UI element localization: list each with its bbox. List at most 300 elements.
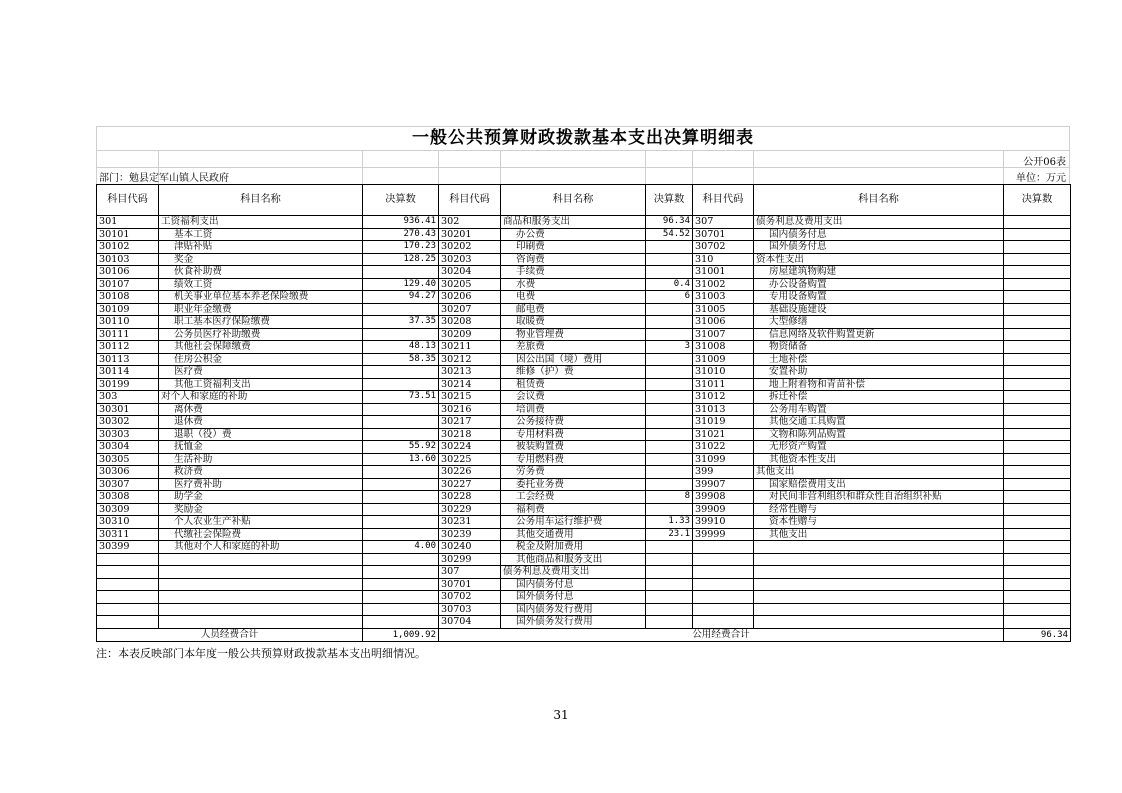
cell-name: 生活补助 <box>159 453 363 466</box>
personnel-total-value: 1,009.92 <box>363 628 439 641</box>
cell-value <box>363 553 439 566</box>
cell-value <box>1004 303 1071 316</box>
cell-name: 奖励金 <box>159 503 363 516</box>
cell-value <box>1004 491 1071 504</box>
cell-value <box>1004 516 1071 529</box>
cell-value <box>646 303 693 316</box>
cell-value <box>1004 441 1071 454</box>
cell-value: 4.00 <box>363 541 439 554</box>
cell-code: 30206 <box>439 291 501 304</box>
table-row <box>97 391 1071 404</box>
cell-name: 其他工资福利支出 <box>159 378 363 391</box>
table-row <box>97 541 1071 554</box>
cell-code <box>97 616 159 629</box>
cell-name: 退休费 <box>159 416 363 429</box>
gridline <box>96 150 1070 151</box>
cell-name: 因公出国（境）费用 <box>501 353 646 366</box>
cell-value <box>646 241 693 254</box>
column-header: 科目代码 <box>439 185 501 216</box>
cell-value <box>363 503 439 516</box>
cell-code: 31022 <box>693 441 754 454</box>
cell-code: 30310 <box>97 516 159 529</box>
cell-code: 30239 <box>439 528 501 541</box>
cell-value <box>1004 353 1071 366</box>
column-header: 决算数 <box>363 185 439 216</box>
cell-name: 其他商品和服务支出 <box>501 553 646 566</box>
cell-name: 印刷费 <box>501 241 646 254</box>
cell-name: 物业管理费 <box>501 328 646 341</box>
cell-code: 31013 <box>693 403 754 416</box>
column-header: 科目名称 <box>754 185 1004 216</box>
cell-code: 30102 <box>97 241 159 254</box>
cell-name: 被装购置费 <box>501 441 646 454</box>
cell-code <box>693 553 754 566</box>
public-total-value: 96.34 <box>1004 628 1071 641</box>
cell-name: 租赁费 <box>501 378 646 391</box>
cell-value <box>646 466 693 479</box>
cell-code: 30701 <box>439 578 501 591</box>
cell-value: 37.35 <box>363 316 439 329</box>
cell-value <box>646 366 693 379</box>
table-row <box>97 478 1071 491</box>
cell-name: 其他社会保障缴费 <box>159 341 363 354</box>
department-label: 部门：勉县定军山镇人民政府 <box>99 173 229 184</box>
cell-code: 31010 <box>693 366 754 379</box>
cell-name: 信息网络及软件购置更新 <box>754 328 1004 341</box>
cell-name: 公务接待费 <box>501 416 646 429</box>
table-row <box>97 228 1071 241</box>
cell-value <box>1004 403 1071 416</box>
cell-name: 基本工资 <box>159 228 363 241</box>
cell-value <box>1004 578 1071 591</box>
cell-name: 其他支出 <box>754 466 1004 479</box>
cell-code: 30301 <box>97 403 159 416</box>
cell-name: 培训费 <box>501 403 646 416</box>
cell-code: 303 <box>97 391 159 404</box>
cell-value <box>363 428 439 441</box>
cell-code: 30309 <box>97 503 159 516</box>
cell-value <box>1004 453 1071 466</box>
cell-code: 399 <box>693 466 754 479</box>
cell-value <box>1004 616 1071 629</box>
cell-name: 医疗费 <box>159 366 363 379</box>
cell-code: 31005 <box>693 303 754 316</box>
table-row <box>97 241 1071 254</box>
cell-name: 助学金 <box>159 491 363 504</box>
cell-code: 30224 <box>439 441 501 454</box>
cell-value <box>363 466 439 479</box>
table-row <box>97 466 1071 479</box>
column-header: 决算数 <box>646 185 693 216</box>
cell-name: 津贴补贴 <box>159 241 363 254</box>
cell-value: 270.43 <box>363 228 439 241</box>
cell-name <box>159 591 363 604</box>
cell-code: 30308 <box>97 491 159 504</box>
cell-code: 30202 <box>439 241 501 254</box>
cell-value: 3 <box>646 341 693 354</box>
cell-value <box>1004 266 1071 279</box>
cell-code: 39910 <box>693 516 754 529</box>
gridline <box>96 167 1070 168</box>
cell-code: 310 <box>693 253 754 266</box>
cell-value <box>1004 566 1071 579</box>
cell-name: 抚恤金 <box>159 441 363 454</box>
cell-code: 30305 <box>97 453 159 466</box>
cell-code: 31009 <box>693 353 754 366</box>
cell-value <box>1004 528 1071 541</box>
report-title: 一般公共预算财政拨款基本支出决算明细表 <box>412 128 754 148</box>
cell-code <box>693 578 754 591</box>
cell-code: 31011 <box>693 378 754 391</box>
cell-code: 30112 <box>97 341 159 354</box>
cell-value <box>646 428 693 441</box>
cell-value <box>1004 228 1071 241</box>
cell-value <box>363 266 439 279</box>
cell-name: 国外债务发行费用 <box>501 616 646 629</box>
cell-value: 6 <box>646 291 693 304</box>
cell-code: 302 <box>439 216 501 229</box>
totals-row <box>97 628 1071 641</box>
cell-code: 30704 <box>439 616 501 629</box>
gridline <box>645 150 646 184</box>
cell-name: 办公费 <box>501 228 646 241</box>
cell-code <box>693 616 754 629</box>
cell-value <box>646 391 693 404</box>
cell-value <box>1004 466 1071 479</box>
cell-name <box>754 541 1004 554</box>
expenditure-table <box>96 184 1071 642</box>
cell-name: 土地补偿 <box>754 353 1004 366</box>
cell-name <box>159 616 363 629</box>
cell-value: 936.41 <box>363 216 439 229</box>
cell-value: 23.1 <box>646 528 693 541</box>
cell-name: 对个人和家庭的补助 <box>159 391 363 404</box>
cell-code: 30111 <box>97 328 159 341</box>
table-row <box>97 603 1071 616</box>
cell-name: 无形资产购置 <box>754 441 1004 454</box>
cell-name: 工会经费 <box>501 491 646 504</box>
cell-name: 专用设备购置 <box>754 291 1004 304</box>
column-header: 科目代码 <box>97 185 159 216</box>
cell-value <box>363 578 439 591</box>
cell-value: 48.13 <box>363 341 439 354</box>
cell-value: 1.33 <box>646 516 693 529</box>
cell-code: 30217 <box>439 416 501 429</box>
cell-value <box>646 253 693 266</box>
cell-code: 30702 <box>439 591 501 604</box>
cell-code: 30226 <box>439 466 501 479</box>
cell-name: 国内债务发行费用 <box>501 603 646 616</box>
table-row <box>97 366 1071 379</box>
cell-name: 住房公积金 <box>159 353 363 366</box>
gridline <box>500 150 501 184</box>
cell-name: 绩效工资 <box>159 278 363 291</box>
table-row <box>97 453 1071 466</box>
cell-value: 96.34 <box>646 216 693 229</box>
cell-value <box>363 416 439 429</box>
cell-code: 30110 <box>97 316 159 329</box>
column-header: 科目代码 <box>693 185 754 216</box>
cell-code: 31001 <box>693 266 754 279</box>
cell-name: 债务利息及费用支出 <box>754 216 1004 229</box>
table-row <box>97 266 1071 279</box>
cell-value <box>1004 478 1071 491</box>
cell-value <box>1004 253 1071 266</box>
cell-code: 30225 <box>439 453 501 466</box>
cell-name: 国内债务付息 <box>501 578 646 591</box>
cell-name: 大型修缮 <box>754 316 1004 329</box>
table-row <box>97 491 1071 504</box>
table-row <box>97 428 1071 441</box>
cell-code: 30227 <box>439 478 501 491</box>
cell-value <box>1004 416 1071 429</box>
cell-value <box>646 578 693 591</box>
cell-code: 30106 <box>97 266 159 279</box>
table-row <box>97 278 1071 291</box>
cell-code: 30209 <box>439 328 501 341</box>
cell-name: 其他支出 <box>754 528 1004 541</box>
table-row <box>97 578 1071 591</box>
cell-name: 其他对个人和家庭的补助 <box>159 541 363 554</box>
cell-name: 国内债务付息 <box>754 228 1004 241</box>
cell-name: 退职（役）费 <box>159 428 363 441</box>
cell-value <box>1004 603 1071 616</box>
cell-name: 劳务费 <box>501 466 646 479</box>
cell-code: 30214 <box>439 378 501 391</box>
cell-value <box>1004 241 1071 254</box>
cell-code: 30229 <box>439 503 501 516</box>
cell-code: 30399 <box>97 541 159 554</box>
table-row <box>97 528 1071 541</box>
cell-code: 39908 <box>693 491 754 504</box>
column-header: 科目名称 <box>501 185 646 216</box>
cell-name: 电费 <box>501 291 646 304</box>
cell-name: 对民间非营利组织和群众性自治组织补贴 <box>754 491 1004 504</box>
cell-value <box>1004 541 1071 554</box>
cell-value <box>1004 591 1071 604</box>
cell-code: 31007 <box>693 328 754 341</box>
cell-code: 30207 <box>439 303 501 316</box>
table-header-row <box>97 185 1071 216</box>
table-row <box>97 591 1071 604</box>
cell-value: 170.23 <box>363 241 439 254</box>
cell-code: 30703 <box>439 603 501 616</box>
cell-value <box>1004 503 1071 516</box>
cell-value <box>646 266 693 279</box>
cell-code: 30240 <box>439 541 501 554</box>
cell-code: 31008 <box>693 341 754 354</box>
cell-name: 国家赔偿费用支出 <box>754 478 1004 491</box>
cell-name <box>159 566 363 579</box>
cell-name: 取暖费 <box>501 316 646 329</box>
cell-value: 13.60 <box>363 453 439 466</box>
cell-value: 54.52 <box>646 228 693 241</box>
cell-name <box>754 603 1004 616</box>
cell-code <box>97 566 159 579</box>
cell-code: 31021 <box>693 428 754 441</box>
table-row <box>97 416 1071 429</box>
table-row <box>97 378 1071 391</box>
cell-value <box>646 328 693 341</box>
cell-name: 邮电费 <box>501 303 646 316</box>
cell-code: 30302 <box>97 416 159 429</box>
cell-value <box>646 541 693 554</box>
cell-name: 房屋建筑物购建 <box>754 266 1004 279</box>
cell-value: 128.25 <box>363 253 439 266</box>
table-row <box>97 253 1071 266</box>
cell-value <box>646 378 693 391</box>
cell-code: 31006 <box>693 316 754 329</box>
cell-name: 职业年金缴费 <box>159 303 363 316</box>
cell-code <box>97 603 159 616</box>
table-row <box>97 303 1071 316</box>
cell-name: 差旅费 <box>501 341 646 354</box>
cell-name <box>159 553 363 566</box>
cell-code: 30218 <box>439 428 501 441</box>
column-header: 决算数 <box>1004 185 1071 216</box>
column-header: 科目名称 <box>159 185 363 216</box>
gridline <box>1003 150 1004 184</box>
cell-code <box>693 566 754 579</box>
cell-value <box>1004 316 1071 329</box>
cell-code: 30113 <box>97 353 159 366</box>
cell-code: 30199 <box>97 378 159 391</box>
cell-name <box>754 566 1004 579</box>
cell-name: 资本性支出 <box>754 253 1004 266</box>
cell-value <box>363 603 439 616</box>
cell-value <box>363 478 439 491</box>
cell-name: 基础设施建设 <box>754 303 1004 316</box>
cell-code: 39907 <box>693 478 754 491</box>
cell-code: 30311 <box>97 528 159 541</box>
cell-code: 30208 <box>439 316 501 329</box>
cell-code: 30101 <box>97 228 159 241</box>
cell-code: 30213 <box>439 366 501 379</box>
cell-value <box>1004 216 1071 229</box>
public-total-label: 公用经费合计 <box>439 628 1004 641</box>
cell-value <box>363 378 439 391</box>
cell-name: 国外债务付息 <box>501 591 646 604</box>
cell-code: 30307 <box>97 478 159 491</box>
cell-name <box>159 603 363 616</box>
gridline <box>438 150 439 184</box>
cell-code: 30203 <box>439 253 501 266</box>
cell-name: 国外债务付息 <box>754 241 1004 254</box>
cell-name: 公务员医疗补助缴费 <box>159 328 363 341</box>
cell-value <box>646 441 693 454</box>
cell-name: 拆迁补偿 <box>754 391 1004 404</box>
cell-value: 94.27 <box>363 291 439 304</box>
cell-name: 税金及附加费用 <box>501 541 646 554</box>
cell-name: 商品和服务支出 <box>501 216 646 229</box>
cell-code <box>693 591 754 604</box>
cell-value: 73.51 <box>363 391 439 404</box>
cell-code: 30108 <box>97 291 159 304</box>
cell-value: 58.35 <box>363 353 439 366</box>
cell-code: 30211 <box>439 341 501 354</box>
personnel-total-label: 人员经费合计 <box>97 628 363 641</box>
cell-value <box>1004 378 1071 391</box>
cell-code: 30216 <box>439 403 501 416</box>
table-row <box>97 553 1071 566</box>
table-row <box>97 291 1071 304</box>
cell-code: 307 <box>439 566 501 579</box>
cell-code <box>97 591 159 604</box>
cell-code: 30201 <box>439 228 501 241</box>
cell-code: 301 <box>97 216 159 229</box>
cell-code: 30304 <box>97 441 159 454</box>
cell-code: 30107 <box>97 278 159 291</box>
cell-code: 30103 <box>97 253 159 266</box>
cell-name: 其他交通费用 <box>501 528 646 541</box>
cell-code: 30204 <box>439 266 501 279</box>
cell-name: 委托业务费 <box>501 478 646 491</box>
cell-name: 伙食补助费 <box>159 266 363 279</box>
cell-value <box>363 403 439 416</box>
cell-value <box>363 616 439 629</box>
cell-code: 30299 <box>439 553 501 566</box>
cell-code: 30205 <box>439 278 501 291</box>
cell-code <box>97 553 159 566</box>
cell-value <box>363 528 439 541</box>
cell-value <box>1004 278 1071 291</box>
cell-name <box>754 578 1004 591</box>
cell-name <box>754 616 1004 629</box>
cell-code: 30215 <box>439 391 501 404</box>
cell-name: 离休费 <box>159 403 363 416</box>
cell-code: 31019 <box>693 416 754 429</box>
table-row <box>97 616 1071 629</box>
table-row <box>97 403 1071 416</box>
cell-name <box>159 578 363 591</box>
cell-value <box>646 553 693 566</box>
cell-code: 30212 <box>439 353 501 366</box>
cell-code: 30702 <box>693 241 754 254</box>
table-row <box>97 503 1071 516</box>
table-row <box>97 341 1071 354</box>
cell-value <box>363 491 439 504</box>
cell-name: 其他交通工具购置 <box>754 416 1004 429</box>
cell-value <box>1004 391 1071 404</box>
cell-name <box>754 591 1004 604</box>
table-row <box>97 516 1071 529</box>
cell-code <box>97 578 159 591</box>
cell-value <box>646 616 693 629</box>
cell-value <box>646 603 693 616</box>
cell-value <box>646 316 693 329</box>
cell-value: 8 <box>646 491 693 504</box>
page-number: 31 <box>553 708 569 722</box>
footnote: 注：本表反映部门本年度一般公共预算财政拨款基本支出明细情况。 <box>96 647 426 660</box>
cell-value <box>1004 341 1071 354</box>
cell-name: 经常性赠与 <box>754 503 1004 516</box>
cell-code: 30109 <box>97 303 159 316</box>
cell-value <box>363 328 439 341</box>
cell-value <box>646 453 693 466</box>
cell-name: 文物和陈列品购置 <box>754 428 1004 441</box>
cell-name: 工资福利支出 <box>159 216 363 229</box>
cell-code: 30701 <box>693 228 754 241</box>
cell-name: 福利费 <box>501 503 646 516</box>
cell-name: 机关事业单位基本养老保险缴费 <box>159 291 363 304</box>
cell-name: 物资储备 <box>754 341 1004 354</box>
cell-name: 其他资本性支出 <box>754 453 1004 466</box>
table-row <box>97 353 1071 366</box>
cell-value <box>646 566 693 579</box>
cell-name: 公务用车运行维护费 <box>501 516 646 529</box>
cell-name: 资本性赠与 <box>754 516 1004 529</box>
cell-value <box>363 516 439 529</box>
